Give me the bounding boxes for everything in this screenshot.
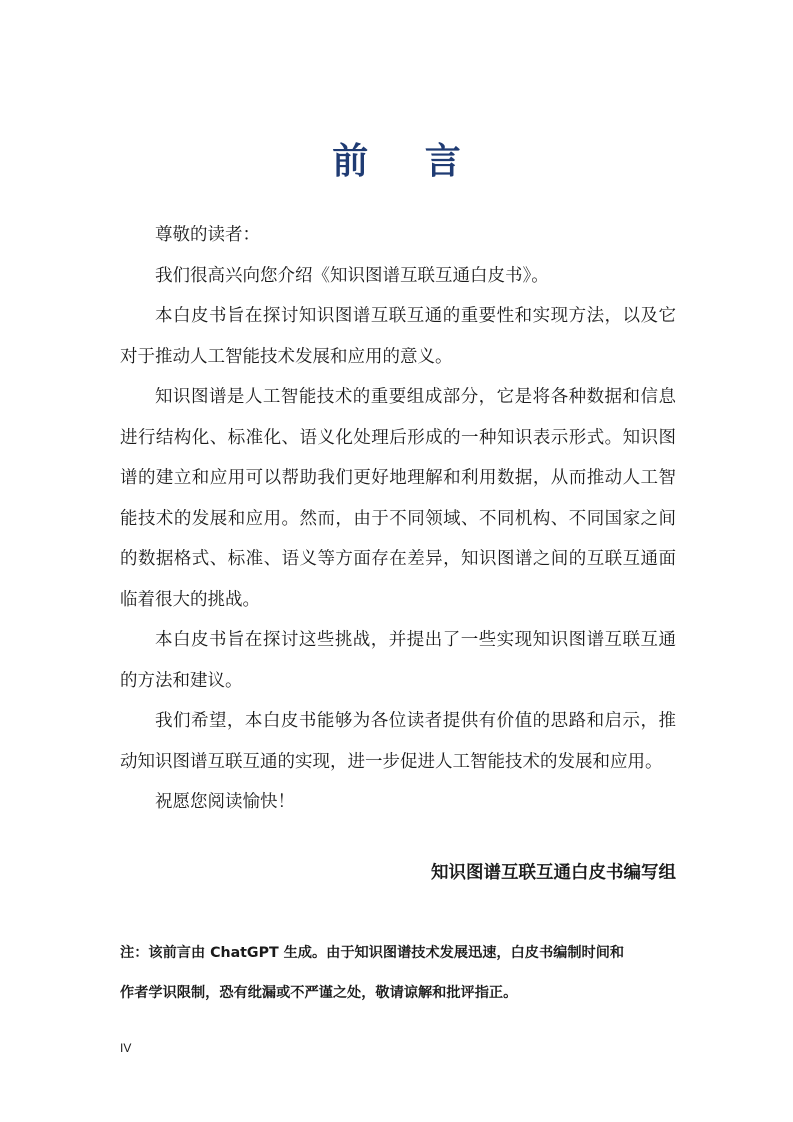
footnote-line-1: 注：该前言由 ChatGPT 生成。由于知识图谱技术发展迅速，白皮书编制时间和 (120, 945, 625, 961)
signature: 知识图谱互联互通白皮书编写组 (431, 863, 676, 883)
paragraph-intro: 我们很高兴向您介绍《知识图谱互联互通白皮书》。 (155, 265, 549, 286)
paragraph-background: 知识图谱是人工智能技术的重要组成部分，它是将各种数据和信息进行结构化、标准化、语义化处理后形成的一种知识表示形式。知识图谱的建立和应用可以帮助我们更好地理解和利用数据，从而推动人工智能技术的发展和应用。然而，由于不同领域、不同机构、不同国家之间的数据格式、标准、语义等方面存在差异，知识图谱之间的互联互通面临着很大的挑战。 (120, 387, 676, 610)
page-title: 前 言 (332, 141, 483, 182)
footnote-line-2: 作者学识限制，恐有纰漏或不严谨之处，敬请谅解和批评指正。 (120, 985, 518, 1001)
preface-body (120, 215, 676, 823)
paragraph-proposal: 本白皮书旨在探讨这些挑战，并提出了一些实现知识图谱互联互通的方法和建议。 (120, 630, 676, 691)
closing-line: 祝愿您阅读愉快！ (155, 792, 295, 812)
paragraph-purpose: 本白皮书旨在探讨知识图谱互联互通的重要性和实现方法，以及它对于推动人工智能技术发展和应用的意义。 (120, 306, 676, 367)
footnote (120, 933, 686, 1013)
paragraph-hope: 我们希望，本白皮书能够为各位读者提供有价值的思路和启示，推动知识图谱互联互通的实现，进一步促进人工智能技术的发展和应用。 (120, 711, 676, 772)
greeting: 尊敬的读者： (155, 225, 260, 245)
page-number: IV (120, 1041, 132, 1055)
